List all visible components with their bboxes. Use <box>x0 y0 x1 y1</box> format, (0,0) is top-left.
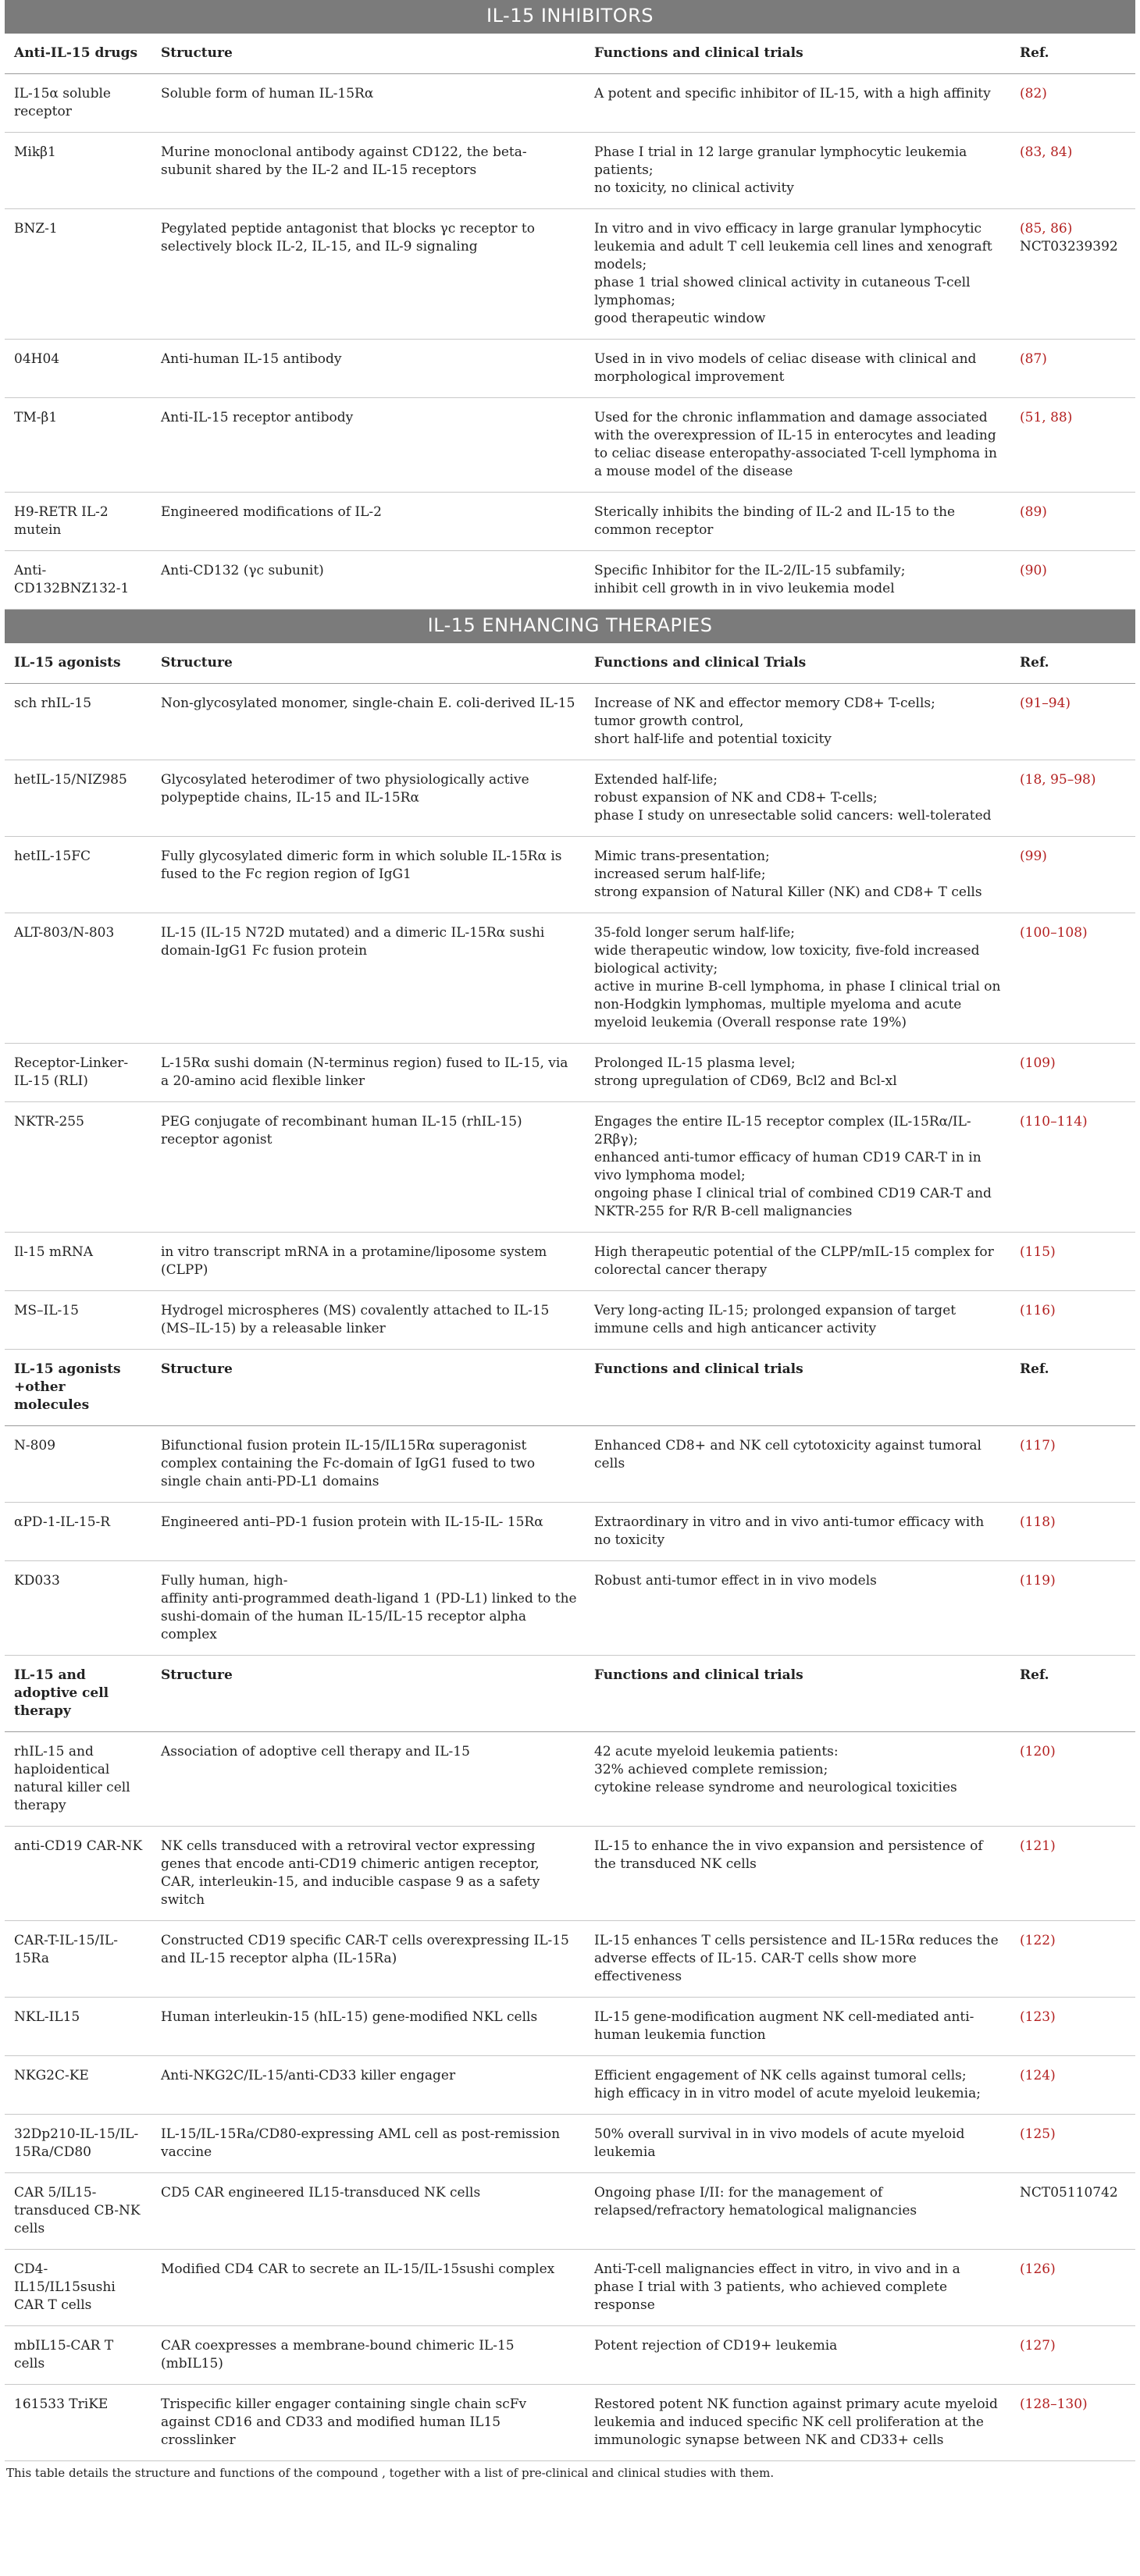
drug-structure: Anti-NKG2C/IL-15/anti-CD33 killer engager <box>151 2056 585 2115</box>
column-header-c1: IL-15 and adoptive cell therapy <box>5 1656 151 1732</box>
ref-link[interactable]: 99 <box>1024 849 1042 864</box>
ref-close: ) <box>1082 2396 1088 2412</box>
column-header-c3: Functions and clinical trials <box>585 1350 1010 1426</box>
drug-ref <box>1010 551 1135 610</box>
drug-functions: Increase of NK and effector memory CD8+ T-cells; tumor growth control, short half-life and potential toxicity <box>585 684 1010 760</box>
drug-functions: Mimic trans-presentation; increased serum half-life; strong expansion of Natural Killer (NK) and CD8+ T cells <box>585 837 1010 913</box>
drug-structure: Murine monoclonal antibody against CD122, the beta-subunit shared by the IL-2 and IL-15 receptors <box>151 133 585 209</box>
ref-link[interactable]: 91–94 <box>1024 696 1066 711</box>
drug-name: sch rhIL-15 <box>5 684 151 760</box>
ref-link[interactable]: 115 <box>1024 1244 1051 1260</box>
drug-structure: Hydrogel microspheres (MS) covalently attached to IL-15 (MS–IL-15) by a releasable linker <box>151 1291 585 1350</box>
drug-functions: Extraordinary in vitro and in vivo anti-tumor efficacy with no toxicity <box>585 1503 1010 1561</box>
drug-structure: CD5 CAR engineered IL15-transduced NK cells <box>151 2173 585 2250</box>
drug-structure: Modified CD4 CAR to secrete an IL-15/IL-15sushi complex <box>151 2250 585 2326</box>
ref-close: ) <box>1050 1055 1056 1071</box>
drug-name: 161533 TriKE <box>5 2385 151 2461</box>
column-header-c4: Ref. <box>1010 34 1135 74</box>
ref-open: ( <box>1020 696 1025 711</box>
table-row <box>5 1233 1135 1291</box>
drug-ref <box>1010 1921 1135 1998</box>
table-row <box>5 2326 1135 2385</box>
ref-close: ) <box>1050 1933 1056 1948</box>
drug-ref <box>1010 133 1135 209</box>
drug-functions: Used for the chronic inflammation and damage associated with the overexpression of IL-15 in enterocytes and leading to celiac disease enteropathy-associated T-cell lymphoma in a mouse model of the disease <box>585 398 1010 493</box>
ref-open: ( <box>1020 1303 1025 1318</box>
table-row <box>5 1561 1135 1656</box>
drug-ref <box>1010 1233 1135 1291</box>
drug-name: CAR-T-IL-15/IL-15Ra <box>5 1921 151 1998</box>
ref-close: ) <box>1050 1438 1056 1453</box>
drug-structure: L-15Rα sushi domain (N-terminus region) fused to IL-15, via a 20-amino acid flexible linker <box>151 1044 585 1102</box>
drug-structure: Fully glycosylated dimeric form in which soluble IL-15Rα is fused to the Fc region region of IgG1 <box>151 837 585 913</box>
drug-functions: IL-15 to enhance the in vivo expansion and persistence of the transduced NK cells <box>585 1827 1010 1921</box>
drug-functions: Engages the entire IL-15 receptor complex (IL-15Rα/IL-2Rβγ); enhanced anti-tumor efficacy of human CD19 CAR-T in in vivo lymphoma model; ongoing phase I clinical trial of combined CD19 CAR-T and NKTR-255 for R/R B-cell malignancies <box>585 1102 1010 1233</box>
ref-open: ( <box>1020 1514 1025 1530</box>
drug-functions: Specific Inhibitor for the IL-2/IL-15 subfamily; inhibit cell growth in in vivo leukemia model <box>585 551 1010 610</box>
drug-name: IL-15α soluble receptor <box>5 74 151 133</box>
ref-link[interactable]: 127 <box>1024 2338 1051 2354</box>
drug-functions: Robust anti-tumor effect in in vivo models <box>585 1561 1010 1656</box>
drug-name: Receptor-Linker-IL-15 (RLI) <box>5 1044 151 1102</box>
drug-ref <box>1010 493 1135 551</box>
section-band-inhibitors <box>5 0 1135 34</box>
drug-ref <box>1010 2056 1135 2115</box>
ref-close: ) <box>1050 1303 1056 1318</box>
drug-structure: CAR coexpresses a membrane-bound chimeric IL-15 (mbIL15) <box>151 2326 585 2385</box>
drug-functions: IL-15 gene-modification augment NK cell-mediated anti-human leukemia function <box>585 1998 1010 2056</box>
column-header-row <box>5 1350 1135 1426</box>
ref-close: ) <box>1065 696 1071 711</box>
table-row <box>5 398 1135 493</box>
ref-close: ) <box>1050 2261 1056 2277</box>
ref-link[interactable]: 125 <box>1024 2126 1051 2142</box>
ref-open: ( <box>1020 86 1025 101</box>
drug-ref <box>1010 398 1135 493</box>
ref-close: ) <box>1050 2126 1056 2142</box>
drug-ref <box>1010 1998 1135 2056</box>
ref-link[interactable]: 117 <box>1024 1438 1051 1453</box>
table-row <box>5 133 1135 209</box>
drug-name: NKG2C-KE <box>5 2056 151 2115</box>
ref-close: ) <box>1042 504 1047 520</box>
ref-open: ( <box>1020 2338 1025 2354</box>
ref-link[interactable]: 122 <box>1024 1933 1051 1948</box>
drug-name: KD033 <box>5 1561 151 1656</box>
drug-name: rhIL-15 and haploidentical natural killer cell therapy <box>5 1732 151 1827</box>
drug-structure: Bifunctional fusion protein IL-15/IL15Rα superagonist complex containing the Fc-domain of IgG1 fused to two single chain anti-PD-L1 domains <box>151 1426 585 1503</box>
drug-name: CD4-IL15/IL15sushi CAR T cells <box>5 2250 151 2326</box>
drug-functions: Enhanced CD8+ and NK cell cytotoxicity against tumoral cells <box>585 1426 1010 1503</box>
drug-ref <box>1010 1044 1135 1102</box>
ref-close: ) <box>1042 86 1047 101</box>
table-row <box>5 1503 1135 1561</box>
drug-ref <box>1010 2250 1135 2326</box>
ref-close: ) <box>1067 221 1073 237</box>
ref-link[interactable]: 82 <box>1024 86 1042 101</box>
table-row <box>5 340 1135 398</box>
column-header-row <box>5 34 1135 74</box>
drug-ref <box>1010 1503 1135 1561</box>
drug-functions: Potent rejection of CD19+ leukemia <box>585 2326 1010 2385</box>
table-row <box>5 913 1135 1044</box>
column-header-c2: Structure <box>151 34 585 74</box>
ref-link[interactable]: 109 <box>1024 1055 1051 1071</box>
drug-functions: Efficient engagement of NK cells against tumoral cells; high efficacy in in vitro model of acute myeloid leukemia; <box>585 2056 1010 2115</box>
ref-open: ( <box>1020 410 1025 425</box>
drug-ref <box>1010 1291 1135 1350</box>
drug-name: MS–IL-15 <box>5 1291 151 1350</box>
drug-functions: Very long-acting IL-15; prolonged expansion of target immune cells and high anticancer activity <box>585 1291 1010 1350</box>
ref-close: ) <box>1082 925 1088 941</box>
ref-link[interactable]: 121 <box>1024 1838 1051 1854</box>
drug-structure: NK cells transduced with a retroviral vector expressing genes that encode anti-CD19 chimeric antigen receptor, CAR, interleukin-15, and inducible caspase 9 as a safety switch <box>151 1827 585 1921</box>
section-band-enhancing <box>5 610 1135 644</box>
drug-ref <box>1010 2173 1135 2250</box>
ref-open: ( <box>1020 2261 1025 2277</box>
column-header-c1: IL-15 agonists +other molecules <box>5 1350 151 1426</box>
table-row <box>5 837 1135 913</box>
ref-open: ( <box>1020 2009 1025 2025</box>
ref-close: ) <box>1067 410 1073 425</box>
drug-name: NKTR-255 <box>5 1102 151 1233</box>
ref-link[interactable]: 126 <box>1024 2261 1051 2277</box>
drug-functions: Sterically inhibits the binding of IL-2 and IL-15 to the common receptor <box>585 493 1010 551</box>
drug-structure: Soluble form of human IL-15Rα <box>151 74 585 133</box>
drug-functions: Restored potent NK function against primary acute myeloid leukemia and induced specific NK cell proliferation at the immunologic synapse between NK and CD33+ cells <box>585 2385 1010 2461</box>
drug-structure: Association of adoptive cell therapy and IL-15 <box>151 1732 585 1827</box>
drug-name: H9-RETR IL-2 mutein <box>5 493 151 551</box>
ref-open: ( <box>1020 1114 1025 1130</box>
drug-functions: In vitro and in vivo efficacy in large granular lymphocytic leukemia and adult T cell leukemia cell lines and xenograft models; phase 1 trial showed clinical activity in cutaneous T-cell lymphomas; good therapeutic window <box>585 209 1010 340</box>
ref-close: ) <box>1042 351 1047 367</box>
drug-structure: Anti-IL-15 receptor antibody <box>151 398 585 493</box>
table-row <box>5 1426 1135 1503</box>
ref-close: ) <box>1067 144 1073 160</box>
drug-functions: 42 acute myeloid leukemia patients: 32% achieved complete remission; cytokine release syndrome and neurological toxicities <box>585 1732 1010 1827</box>
drug-functions: IL-15 enhances T cells persistence and IL-15Rα reduces the adverse effects of IL-15. CAR-T cells show more effectiveness <box>585 1921 1010 1998</box>
ref-open: ( <box>1020 351 1025 367</box>
column-header-c3: Functions and clinical trials <box>585 34 1010 74</box>
column-header-row <box>5 1656 1135 1732</box>
ref-close: ) <box>1090 772 1096 788</box>
ref-link[interactable]: 116 <box>1024 1303 1051 1318</box>
table-row <box>5 1291 1135 1350</box>
column-header-c2: Structure <box>151 1656 585 1732</box>
table-row <box>5 2173 1135 2250</box>
drug-structure: Engineered anti–PD-1 fusion protein with IL-15-IL- 15Rα <box>151 1503 585 1561</box>
drug-functions: A potent and specific inhibitor of IL-15, with a high affinity <box>585 74 1010 133</box>
drug-functions: 35-fold longer serum half-life; wide therapeutic window, low toxicity, five-fold increased biological activity; active in murine B-cell lymphoma, in phase I clinical trial on non-Hodgkin lymphomas, multiple myeloma and acute myeloid leukemia (Overall response rate 19%) <box>585 913 1010 1044</box>
drug-structure: PEG conjugate of recombinant human IL-15 (rhIL-15) receptor agonist <box>151 1102 585 1233</box>
ref-link[interactable]: 100–108 <box>1024 925 1083 941</box>
drug-structure: Constructed CD19 specific CAR-T cells overexpressing IL-15 and IL-15 receptor alpha (IL-15Ra) <box>151 1921 585 1998</box>
ref-open: ( <box>1020 144 1025 160</box>
table-row <box>5 2056 1135 2115</box>
column-header-c1: Anti-IL-15 drugs <box>5 34 151 74</box>
ref-open: ( <box>1020 563 1025 578</box>
drug-functions: 50% overall survival in in vivo models of acute myeloid leukemia <box>585 2115 1010 2173</box>
ref-link[interactable]: 120 <box>1024 1744 1051 1759</box>
ref-link[interactable]: 124 <box>1024 2068 1051 2083</box>
drug-ref <box>1010 2326 1135 2385</box>
drug-functions: Phase I trial in 12 large granular lymphocytic leukemia patients; no toxicity, no clinical activity <box>585 133 1010 209</box>
drug-name: 32Dp210-IL-15/IL-15Ra/CD80 <box>5 2115 151 2173</box>
drug-structure: Fully human, high- affinity anti-programmed death-ligand 1 (PD-L1) linked to the sushi-domain of the human IL-15/IL-15 receptor alpha complex <box>151 1561 585 1656</box>
drug-name: TM-β1 <box>5 398 151 493</box>
table-row <box>5 209 1135 340</box>
ref-close: ) <box>1082 1114 1088 1130</box>
drug-name: BNZ-1 <box>5 209 151 340</box>
drug-ref <box>1010 1561 1135 1656</box>
drug-ref <box>1010 913 1135 1044</box>
section-title: IL-15 ENHANCING THERAPIES <box>5 610 1135 644</box>
drug-name: Il-15 mRNA <box>5 1233 151 1291</box>
table-row <box>5 1044 1135 1102</box>
drug-name: Mikβ1 <box>5 133 151 209</box>
ref-link[interactable]: 87 <box>1024 351 1042 367</box>
ref-open: ( <box>1020 504 1025 520</box>
drug-functions: Ongoing phase I/II: for the management of relapsed/refractory hematological malignancies <box>585 2173 1010 2250</box>
drug-ref <box>1010 2115 1135 2173</box>
drug-structure: Non-glycosylated monomer, single-chain E. coli-derived IL-15 <box>151 684 585 760</box>
trial-id: NCT03239392 <box>1020 239 1118 254</box>
drug-functions: Anti-T-cell malignancies effect in vitro, in vivo and in a phase I trial with 3 patients, who achieved complete response <box>585 2250 1010 2326</box>
ref-close: ) <box>1050 1514 1056 1530</box>
table-footnote: This table details the structure and functions of the compound , together with a list of pre-clinical and clinical studies with them. <box>6 2466 775 2480</box>
drug-structure: Pegylated peptide antagonist that blocks γc receptor to selectively block IL-2, IL-15, and IL-9 signaling <box>151 209 585 340</box>
ref-open: ( <box>1020 2396 1025 2412</box>
ref-open: ( <box>1020 925 1025 941</box>
ref-close: ) <box>1050 2068 1056 2083</box>
column-header-c3: Functions and clinical Trials <box>585 643 1010 684</box>
ref-link[interactable]: 90 <box>1024 563 1042 578</box>
drug-structure: IL-15 (IL-15 N72D mutated) and a dimeric IL-15Rα sushi domain-IgG1 Fc fusion protein <box>151 913 585 1044</box>
table-row <box>5 551 1135 610</box>
ref-open: ( <box>1020 1244 1025 1260</box>
ref-link[interactable]: 123 <box>1024 2009 1051 2025</box>
drug-functions: Extended half-life; robust expansion of NK and CD8+ T-cells; phase I study on unresectable solid cancers: well-tolerated <box>585 760 1010 837</box>
drug-name: hetIL-15/NIZ985 <box>5 760 151 837</box>
ref-open: ( <box>1020 2068 1025 2083</box>
column-header-c3: Functions and clinical trials <box>585 1656 1010 1732</box>
ref-close: ) <box>1042 563 1047 578</box>
drug-ref <box>1010 340 1135 398</box>
ref-close: ) <box>1050 1744 1056 1759</box>
drug-ref <box>1010 837 1135 913</box>
drug-name: anti-CD19 CAR-NK <box>5 1827 151 1921</box>
column-header-c2: Structure <box>151 1350 585 1426</box>
ref-open: ( <box>1020 1573 1025 1589</box>
column-header-c1: IL-15 agonists <box>5 643 151 684</box>
drug-ref <box>1010 1732 1135 1827</box>
drug-name: Anti-CD132BNZ132-1 <box>5 551 151 610</box>
ref-link[interactable]: 110–114 <box>1024 1114 1083 1130</box>
table-row <box>5 1102 1135 1233</box>
ref-open: ( <box>1020 1838 1025 1854</box>
il15-table <box>5 0 1135 2461</box>
ref-open: ( <box>1020 2126 1025 2142</box>
table-row <box>5 684 1135 760</box>
column-header-row <box>5 643 1135 684</box>
drug-structure: Engineered modifications of IL-2 <box>151 493 585 551</box>
ref-open: ( <box>1020 1438 1025 1453</box>
column-header-c4: Ref. <box>1010 643 1135 684</box>
ref-close: ) <box>1050 1838 1056 1854</box>
table-row <box>5 1998 1135 2056</box>
ref-link[interactable]: 128–130 <box>1024 2396 1083 2412</box>
drug-structure: Trispecific killer engager containing single chain scFv against CD16 and CD33 and modified human IL15 crosslinker <box>151 2385 585 2461</box>
ref-open: ( <box>1020 772 1025 788</box>
ref-link[interactable]: 18, 95–98 <box>1024 772 1091 788</box>
table-row <box>5 1732 1135 1827</box>
drug-name: NKL-IL15 <box>5 1998 151 2056</box>
il15-table-container <box>5 0 1135 2485</box>
ref-open: ( <box>1020 1933 1025 1948</box>
ref-close: ) <box>1050 1244 1056 1260</box>
drug-ref <box>1010 74 1135 133</box>
drug-structure: Human interleukin-15 (hIL-15) gene-modified NKL cells <box>151 1998 585 2056</box>
drug-name: mbIL15-CAR T cells <box>5 2326 151 2385</box>
drug-structure: Anti-CD132 (γc subunit) <box>151 551 585 610</box>
column-header-c4: Ref. <box>1010 1350 1135 1426</box>
table-row <box>5 2250 1135 2326</box>
ref-open: ( <box>1020 1744 1025 1759</box>
table-row <box>5 74 1135 133</box>
table-row <box>5 760 1135 837</box>
table-row <box>5 1921 1135 1998</box>
ref-open: ( <box>1020 221 1025 237</box>
ref-link[interactable]: 83, 84 <box>1024 144 1067 160</box>
ref-link[interactable]: 51, 88 <box>1024 410 1067 425</box>
drug-name: ALT-803/N-803 <box>5 913 151 1044</box>
drug-name: hetIL-15FC <box>5 837 151 913</box>
drug-structure: Glycosylated heterodimer of two physiologically active polypeptide chains, IL-15 and IL-15Rα <box>151 760 585 837</box>
drug-name: N-809 <box>5 1426 151 1503</box>
ref-close: ) <box>1042 849 1047 864</box>
ref-link[interactable]: 85, 86 <box>1024 221 1067 237</box>
ref-link[interactable]: 118 <box>1024 1514 1051 1530</box>
column-header-c2: Structure <box>151 643 585 684</box>
drug-name: αPD-1-IL-15-R <box>5 1503 151 1561</box>
drug-ref <box>1010 209 1135 340</box>
drug-functions: High therapeutic potential of the CLPP/mIL-15 complex for colorectal cancer therapy <box>585 1233 1010 1291</box>
drug-structure: IL-15/IL-15Ra/CD80-expressing AML cell as post-remission vaccine <box>151 2115 585 2173</box>
drug-ref <box>1010 1102 1135 1233</box>
drug-functions: Prolonged IL-15 plasma level; strong upregulation of CD69, Bcl2 and Bcl-xl <box>585 1044 1010 1102</box>
ref-link[interactable]: 89 <box>1024 504 1042 520</box>
drug-ref <box>1010 684 1135 760</box>
drug-ref <box>1010 2385 1135 2461</box>
table-row <box>5 493 1135 551</box>
drug-name: 04H04 <box>5 340 151 398</box>
trial-id: NCT05110742 <box>1020 2185 1118 2201</box>
ref-open: ( <box>1020 849 1025 864</box>
drug-structure: in vitro transcript mRNA in a protamine/liposome system (CLPP) <box>151 1233 585 1291</box>
drug-name: CAR 5/IL15-transduced CB-NK cells <box>5 2173 151 2250</box>
ref-link[interactable]: 119 <box>1024 1573 1051 1589</box>
table-row <box>5 2385 1135 2461</box>
section-title: IL-15 INHIBITORS <box>5 0 1135 34</box>
il15-table-body <box>5 0 1135 2461</box>
ref-open: ( <box>1020 1055 1025 1071</box>
drug-ref <box>1010 1426 1135 1503</box>
drug-functions: Used in in vivo models of celiac disease with clinical and morphological improvement <box>585 340 1010 398</box>
drug-ref <box>1010 1827 1135 1921</box>
table-row <box>5 2115 1135 2173</box>
column-header-c4: Ref. <box>1010 1656 1135 1732</box>
ref-close: ) <box>1050 2009 1056 2025</box>
ref-close: ) <box>1050 2338 1056 2354</box>
table-row <box>5 1827 1135 1921</box>
ref-close: ) <box>1050 1573 1056 1589</box>
drug-structure: Anti-human IL-15 antibody <box>151 340 585 398</box>
drug-ref <box>1010 760 1135 837</box>
